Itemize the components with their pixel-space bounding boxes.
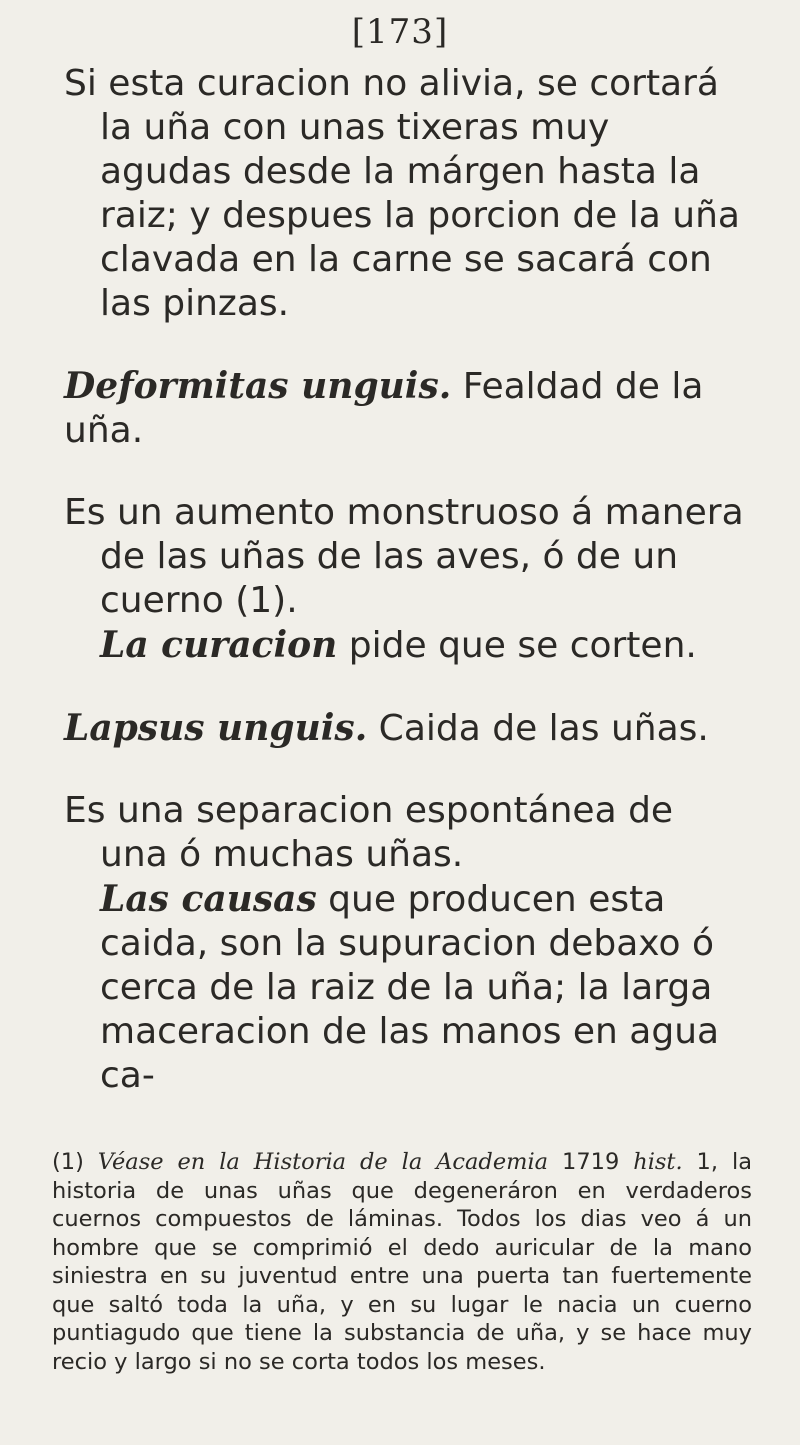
footnote-hist: hist. (633, 1149, 683, 1175)
heading-spanish-term: Fealdad de la uña. (64, 366, 704, 451)
paragraph-lead-term: La curacion (100, 624, 338, 666)
footnote-reference: Véase en la Historia de la Academia (97, 1149, 549, 1175)
paragraph-lead-term: Las causas (100, 878, 317, 920)
paragraph-separacion: Es una separacion espontánea de una ó muchas uñas. (64, 790, 674, 875)
heading-latin-term: Deformitas unguis. (64, 365, 452, 407)
paragraph-rest-text: que producen esta caida, son la supuracion debaxo ó cerca de la raiz de la uña; la larga maceracion de las manos en agua ca- (100, 879, 720, 1096)
footnote-text: 1, la historia de unas uñas que degeneráron en verdaderos cuernos compuestos de láminas. Todos los dias veo á un hombre que se comprimió el dedo auricular de la mano siniestra en su juventud entre una puerta tan fuertemente que saltó toda la uña, y en su lugar le nacia un cuerno puntiagudo que tiene la substancia de uña, y se hace muy recio y largo si no se corta todos los meses. (52, 1149, 752, 1375)
paragraph-la-curacion (64, 623, 744, 668)
paragraph-las-causas (64, 877, 744, 1098)
heading-spanish-term: Caida de las uñas. (367, 708, 709, 749)
footnote-marker: (1) (52, 1149, 98, 1175)
page-number: [173] (351, 12, 449, 52)
footnote-year: 1719 (548, 1149, 634, 1175)
footnote (52, 1148, 752, 1376)
section-heading-deformitas (64, 364, 744, 453)
section-heading-lapsus (64, 706, 744, 751)
paragraph-aumento: Es un aumento monstruoso á manera de las uñas de las aves, ó de un cuerno (1). (64, 492, 744, 621)
main-text (64, 62, 744, 1098)
paragraph-curacion: Si esta curacion no alivia, se cortará la uña con unas tixeras muy agudas desde la márgen hasta la raiz; y despues la porcion de la uña clavada en la carne se sacará con las pinzas. (64, 63, 740, 324)
paragraph-rest-text: pide que se corten. (337, 625, 697, 666)
heading-latin-term: Lapsus unguis. (64, 707, 368, 749)
